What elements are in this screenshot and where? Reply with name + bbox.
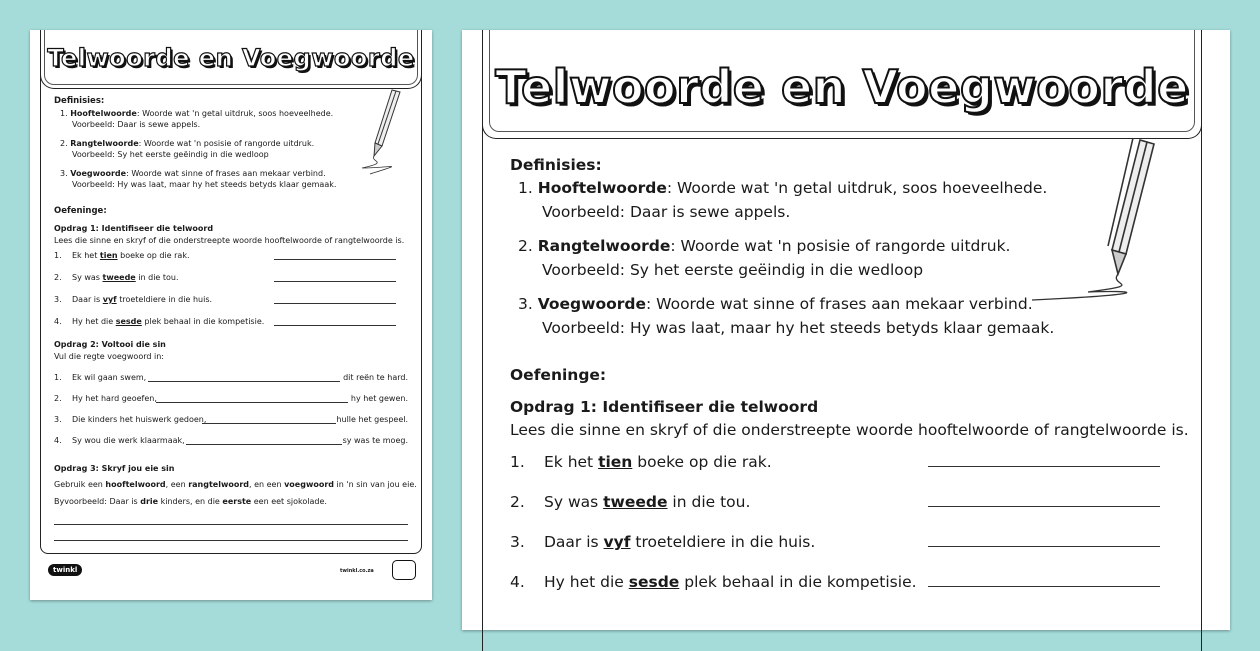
task1-heading: Opdrag 1: Identifiseer die telwoord [54,224,214,233]
task1-item: 1. Ek het tien boeke op die rak. [54,251,190,260]
answer-line[interactable] [928,586,1160,587]
task2-instruction: Vul die regte voegwoord in: [54,352,164,361]
task2-item: 3. Die kinders het huiswerk gedoen, hulle het gespeel. [54,415,408,424]
footer-url: twinkl.co.za [340,568,374,574]
definition-item: 1. Hooftelwoorde: Woorde wat 'n getal uitdruk, soos hoeveelhede. Voorbeeld: Daar is sewe appels. [518,179,1048,221]
worksheet-thumbnail [30,30,432,600]
answer-line[interactable] [148,381,340,382]
exercises-heading: Oefeninge: [54,206,107,216]
answer-line[interactable] [274,259,396,260]
answer-line[interactable] [274,281,396,282]
page-title: Telwoorde en Voegwoorde [47,44,415,72]
answer-line[interactable] [54,524,408,525]
task1-instruction: Lees die sinne en skryf of die onderstreepte woorde hooftelwoorde of rangtelwoorde is. [510,421,1189,439]
task2-heading: Opdrag 2: Voltooi die sin [54,340,166,349]
worksheet-zoom [462,30,1230,630]
answer-line[interactable] [186,444,342,445]
answer-line[interactable] [928,506,1160,507]
twinkl-logo: twinkl [48,564,82,576]
definition-item: 3. Voegwoorde: Woorde wat sinne of frases aan mekaar verbind. Voorbeeld: Hy was laat, maar hy het steeds betyds klaar gemaak. [518,295,1055,337]
task1-heading: Opdrag 1: Identifiseer die telwoord [510,398,819,416]
page-title: Telwoorde en Voegwoorde [495,60,1189,114]
task1-item: 4. Hy het die sesde plek behaal in die kompetisie. [510,573,917,591]
answer-line[interactable] [928,546,1160,547]
exercises-heading: Oefeninge: [510,366,607,384]
task2-item: 4. Sy wou die werk klaarmaak, sy was te moeg. [54,436,408,445]
title-banner [40,30,422,89]
answer-line[interactable] [54,540,408,541]
task1-item: 2. Sy was tweede in die tou. [54,273,179,282]
answer-line[interactable] [928,466,1160,467]
task1-item: 3. Daar is vyf troeteldiere in die huis. [510,533,816,551]
definition-item: 2. Rangtelwoorde: Woorde wat 'n posisie of rangorde uitdruk. Voorbeeld: Sy het eerste geëindig in die wedloop [60,139,315,159]
answer-line[interactable] [274,303,396,304]
pencil-icon [1028,136,1168,306]
task3-instruction: Gebruik een hooftelwoord, een rangtelwoord, en een voegwoord in 'n sin van jou eie. [54,480,417,489]
task1-instruction: Lees die sinne en skryf of die onderstreepte woorde hooftelwoorde of rangtelwoorde is. [54,236,405,245]
definition-item: 3. Voegwoorde: Woorde wat sinne of frases aan mekaar verbind. Voorbeeld: Hy was laat, maar hy het steeds betyds klaar gemaak. [60,169,337,189]
task1-item: 4. Hy het die sesde plek behaal in die kompetisie. [54,317,265,326]
pencil-icon [360,88,410,178]
answer-line[interactable] [202,423,336,424]
task1-item: 1. Ek het tien boeke op die rak. [510,453,772,471]
task1-item: 2. Sy was tweede in die tou. [510,493,751,511]
task3-heading: Opdrag 3: Skryf jou eie sin [54,464,175,473]
answer-line[interactable] [274,325,396,326]
answer-line[interactable] [156,402,348,403]
definition-item: 2. Rangtelwoorde: Woorde wat 'n posisie of rangorde uitdruk. Voorbeeld: Sy het eerste geëindig in die wedloop [518,237,1011,279]
title-banner [482,30,1202,139]
definition-item: 1. Hooftelwoorde: Woorde wat 'n getal uitdruk, soos hoeveelhede. Voorbeeld: Daar is sewe appels. [60,109,334,129]
task2-item: 1. Ek wil gaan swem, dit reën te hard. [54,373,408,382]
definitions-heading: Definisies: [54,96,105,106]
task1-item: 3. Daar is vyf troeteldiere in die huis. [54,295,213,304]
task2-item: 2. Hy het hard geoefen, hy het gewen. [54,394,408,403]
definitions-heading: Definisies: [510,156,602,174]
badge-icon [392,560,416,580]
task3-example: Byvoorbeeld: Daar is drie kinders, en die eerste een eet sjokolade. [54,497,327,506]
